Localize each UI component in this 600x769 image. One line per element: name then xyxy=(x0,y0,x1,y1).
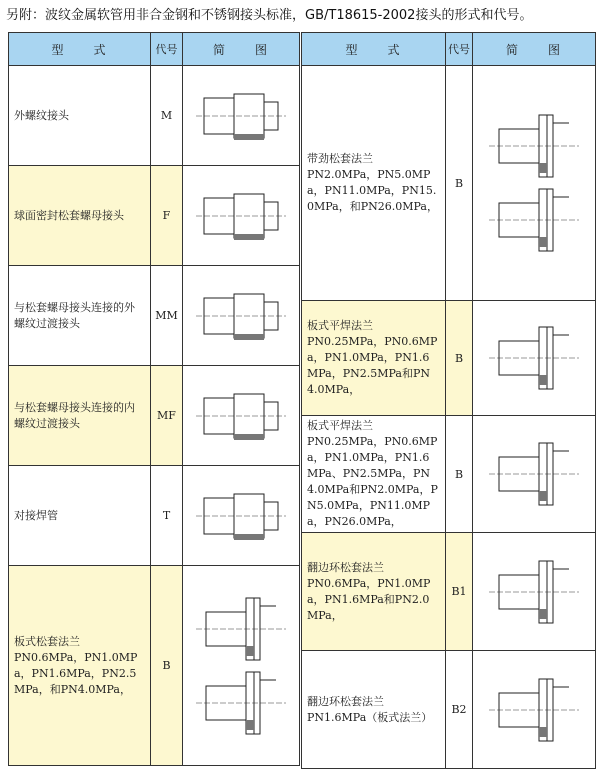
header-diagram: 简 图 xyxy=(473,33,596,66)
row-diagram xyxy=(473,66,596,301)
row-type xyxy=(9,266,151,366)
table-row xyxy=(9,466,300,566)
type-name: 板式松套法兰 xyxy=(14,634,80,648)
table-row xyxy=(302,533,596,651)
row-diagram xyxy=(183,66,300,166)
type-name: 球面密封松套螺母接头 xyxy=(14,208,124,222)
row-code: B xyxy=(446,301,473,416)
type-name: 板式平焊法兰 xyxy=(307,319,373,332)
header-code: 代号 xyxy=(151,33,183,66)
header-code: 代号 xyxy=(446,33,473,66)
type-name: 板式平焊法兰 xyxy=(307,419,373,432)
table-row xyxy=(302,651,596,769)
row-diagram xyxy=(473,301,596,416)
row-type xyxy=(302,416,446,533)
flange-drawing-icon xyxy=(489,111,579,181)
row-code: B xyxy=(446,416,473,533)
type-name: 与松套螺母接头连接的内螺纹过渡接头 xyxy=(14,400,135,430)
row-type xyxy=(302,66,446,301)
row-code: B xyxy=(151,566,183,766)
row-diagram xyxy=(473,533,596,651)
type-name: 带劲松套法兰 xyxy=(307,152,373,165)
flange-drawing-icon xyxy=(196,668,286,738)
row-diagram xyxy=(473,416,596,533)
row-type xyxy=(302,533,446,651)
row-type xyxy=(9,66,151,166)
row-code: MM xyxy=(151,266,183,366)
flange-drawing-icon xyxy=(489,557,579,627)
row-diagram xyxy=(183,466,300,566)
row-diagram xyxy=(183,366,300,466)
fitting-drawing-icon xyxy=(196,186,286,246)
header-diagram: 简 图 xyxy=(183,33,300,66)
pressure-spec: PN0.25MPa，PN0.6MPa，PN1.0MPa，PN1.6MPa、PN2.5MPa，PN4.0MPa和PN2.0MPa，PN5.0MPa，PN11.0MPa，PN26.0MPa， xyxy=(307,435,438,528)
flange-drawing-icon xyxy=(489,439,579,509)
type-name: 与松套螺母接头连接的外螺纹过渡接头 xyxy=(14,300,135,330)
row-diagram xyxy=(183,166,300,266)
type-name: 外螺纹接头 xyxy=(14,108,69,122)
header-type: 型 式 xyxy=(9,33,151,66)
flange-drawing-icon xyxy=(489,323,579,393)
flange-drawing-icon xyxy=(489,675,579,745)
row-type xyxy=(9,566,151,766)
header-type: 型 式 xyxy=(302,33,446,66)
type-name: 翻边环松套法兰 xyxy=(307,694,384,708)
table-row xyxy=(302,66,596,301)
fitting-drawing-icon xyxy=(196,286,286,346)
row-diagram xyxy=(473,651,596,769)
row-code: B1 xyxy=(446,533,473,651)
row-code: T xyxy=(151,466,183,566)
fitting-drawing-icon xyxy=(196,386,286,446)
row-code: F xyxy=(151,166,183,266)
pressure-spec: PN2.0MPa，PN5.0MPa，PN11.0MPa，PN15.0MPa，和PN26.0MPa， xyxy=(307,168,438,213)
type-name: 翻边环松套法兰 xyxy=(307,560,384,574)
row-type xyxy=(9,366,151,466)
pressure-spec: PN0.6MPa，PN1.0MPa，PN1.6MPa，PN2.5MPa，和PN4.0MPa， xyxy=(14,650,138,696)
pressure-spec: PN0.6MPa，PN1.0MPa，PN1.6MPa和PN2.0MPa， xyxy=(307,576,431,622)
table-row xyxy=(302,416,596,533)
fitting-drawing-icon xyxy=(196,486,286,546)
table-row xyxy=(9,266,300,366)
row-code: B2 xyxy=(446,651,473,769)
right-table xyxy=(301,32,596,769)
row-type xyxy=(302,301,446,416)
flange-drawing-icon xyxy=(489,185,579,255)
row-code: B xyxy=(446,66,473,301)
table-row xyxy=(9,366,300,466)
table-row xyxy=(302,301,596,416)
table-row xyxy=(9,566,300,766)
table-row xyxy=(9,66,300,166)
row-type xyxy=(302,651,446,769)
row-type xyxy=(9,166,151,266)
pressure-spec: PN1.6MPa（板式法兰） xyxy=(307,710,433,724)
row-code: MF xyxy=(151,366,183,466)
type-name: 对接焊管 xyxy=(14,508,58,522)
table-row xyxy=(9,166,300,266)
page-title: 另附：波纹金属软管用非合金钢和不锈钢接头标准，GB/T18615-2002接头的形式和代号。 xyxy=(6,8,533,23)
row-diagram xyxy=(183,266,300,366)
row-type xyxy=(9,466,151,566)
pressure-spec: PN0.25MPa，PN0.6MPa，PN1.0MPa，PN1.6MPa，PN2.5MPa和PN4.0MPa， xyxy=(307,335,438,396)
fitting-drawing-icon xyxy=(196,86,286,146)
flange-drawing-icon xyxy=(196,594,286,664)
row-diagram xyxy=(183,566,300,766)
left-table xyxy=(8,32,300,766)
row-code: M xyxy=(151,66,183,166)
